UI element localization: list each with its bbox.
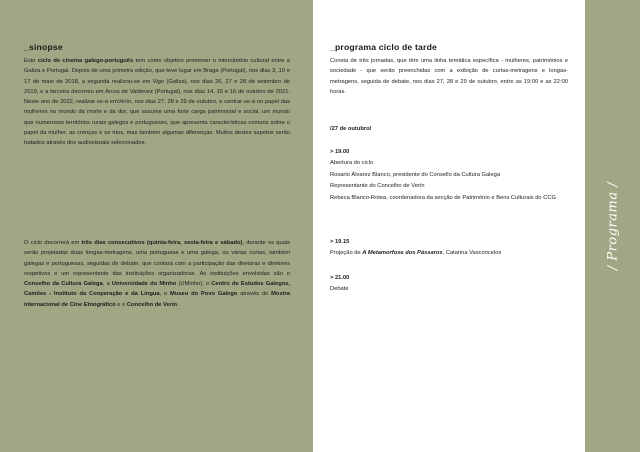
text-run: Esto (24, 58, 38, 64)
bold-text: Centro de Estudos Galegos, Camões - Instituto da Cooperação e da Língua (24, 281, 291, 298)
bold-text: Conselho da Cultura Galega (24, 281, 103, 288)
text-run: , durante os quais serão projetadas duas longas-metragens, uma portuguesa e uma galega, ou várias curtas, também galegas e portuguesas, seguidas de debate, que contará com a participação das diretoras e diretores respetivos e um representante das instituições organizadoras. As instituições envolvidas são o (24, 240, 291, 277)
sinopse-paragraph-1 (24, 56, 290, 149)
bold-text: ciclo de cinema galego-português (37, 58, 134, 64)
film-title: A Metamorfose dos Pássaros (362, 250, 443, 257)
programa-title: _programa ciclo de tarde (330, 42, 438, 52)
text-run: , a (102, 281, 112, 288)
text-run: , o (159, 291, 171, 298)
bold-text: Universidade do Minho (111, 281, 177, 288)
schedule-time: > 21.00 (330, 275, 350, 281)
schedule-block-1915 (330, 237, 570, 260)
bold-text: Mostra internacional de Cine Etnográfico (24, 291, 290, 308)
schedule-block-1900 (330, 147, 570, 204)
side-tab (585, 0, 640, 452)
schedule-time: > 19.00 (330, 149, 350, 155)
projection-prefix: Projeção de (330, 250, 363, 257)
bold-text: Museu do Povo Galego (170, 291, 238, 298)
projection-director: , Catarina Vasconcelos (442, 250, 502, 257)
schedule-item: Debate (330, 286, 349, 293)
sinopse-title: _sinopse (24, 42, 63, 52)
text-run: O ciclo decorrerá em (24, 240, 82, 246)
schedule-item: Rebeca Blanco-Rotea, coordenadora da secção de Património e Bens Culturais do CCG (330, 194, 556, 201)
side-tab-label: / Programa / (605, 181, 620, 271)
schedule-item (330, 248, 570, 259)
text-run: e o (115, 301, 127, 308)
bold-text: três dias consecutivos (quinta-feira, sexta-feira e sábado) (81, 240, 243, 246)
schedule-item: Abertura do ciclo (330, 160, 374, 167)
sinopse-paragraph-2 (24, 238, 290, 310)
text-run: tem como objetivo promover o intercâmbio cultural entre a Galiza e Portugal. Depois de uma primeira edição, que teve lugar em Braga (Portugal), nos dias 3, 10 e 17 de maio de 2018, a segunda realizou-se em Vigo (Galiza), nos dias 26, 27 e 28 de setembro de 2019, e a terceira decorreu em Arcos de Valdevez (Portugal), nos dias 14, 15 e 16 de outubro de 2021. Neste ano de 2022, realizar-se-á emVerín, nos dias 27, 28 e 29 de outubro, e centrar-se-á no papel das mulheres no mundo da morte e da dor, que assume uma forte carga patrimonial e social, um mundo que numerosos territórios rurais galegos e portugueses, que apresenta características comuns sobre o papel da mulher, as crenças e os ritos, mas também algumas diferenças. Muitos destes aspetos serão tratados através dos audiovisuais selecionados. (24, 58, 290, 147)
schedule-item: Rosario Álvarez Blanco, presidente do Consello da Cultura Galega (330, 171, 501, 178)
schedule-item: Representante do Concelho de Verín (330, 183, 425, 190)
schedule-block-2100 (330, 273, 570, 296)
date-heading: /27 de outubro/ (330, 126, 372, 132)
text-run: . (177, 301, 179, 308)
text-run: através do (237, 291, 272, 298)
text-run: (UMinho), o (176, 281, 212, 288)
right-page-programa (313, 0, 585, 452)
left-page-sinopse (0, 0, 313, 452)
schedule-time: > 19.15 (330, 239, 350, 245)
bold-text: Concelho de Verín (126, 301, 178, 308)
programa-intro: Consta de três jornadas, que têm uma linha temática específica - mulheres, patrimónios e sociedade - que serão preenchidas com a exibição de curtas-metragens e longas-metragens, seguida de debate, nos dias 27, 28 e 29 de outubro, entre as 19:00 e as 22:00 horas. (330, 58, 568, 95)
